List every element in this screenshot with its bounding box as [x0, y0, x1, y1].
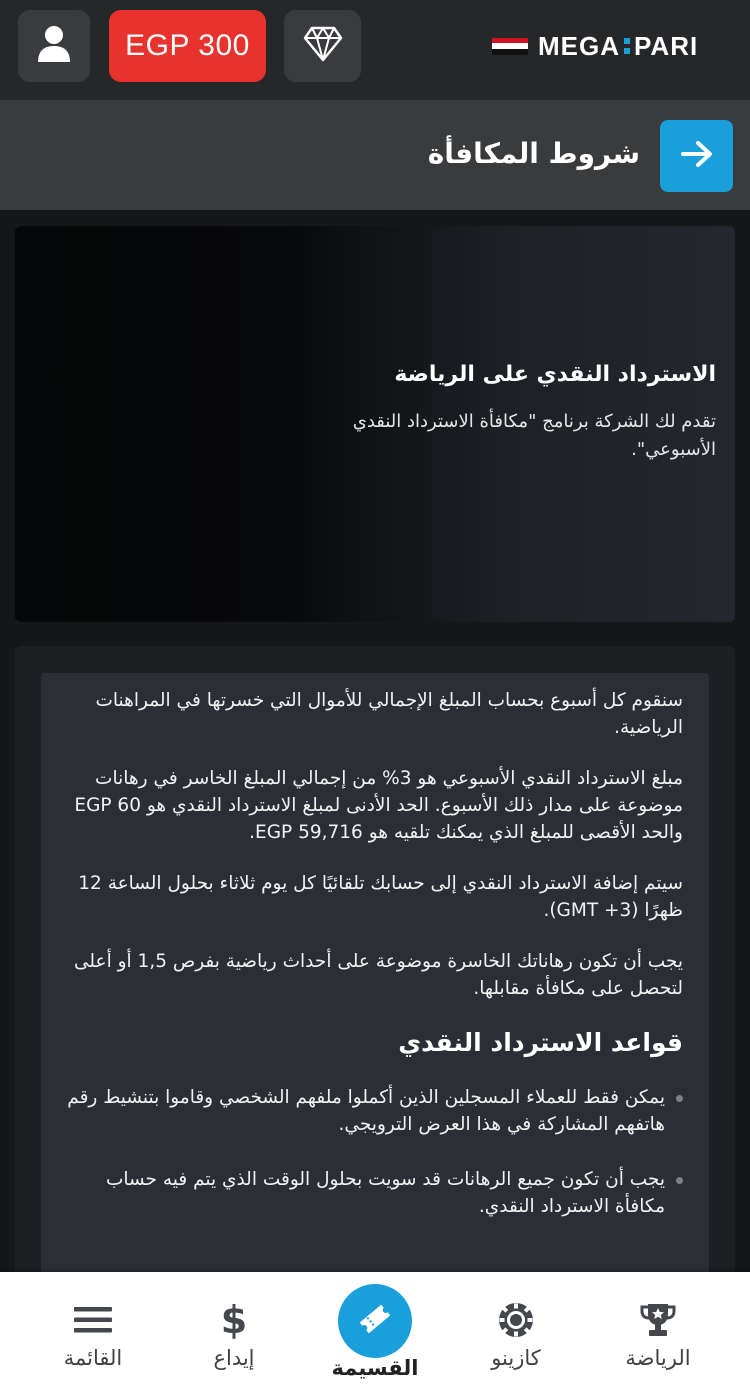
diamond-icon — [303, 26, 343, 66]
rules-heading: قواعد الاسترداد النقدي — [398, 1028, 683, 1057]
terms-paragraph: يجب أن تكون رهاناتك الخاسرة موضوعة على أحداث رياضية بفرص 1,5 أو أعلى لتحصل على مكافأة مقابلها. — [73, 951, 683, 999]
casino-chip-icon — [497, 1300, 535, 1340]
arrow-right-icon — [680, 140, 714, 172]
terms-paragraph: سنقوم كل أسبوع بحساب المبلغ الإجمالي للأموال التي خسرتها في المراهنات الرياضية. — [95, 690, 683, 738]
logo-separator — [624, 38, 630, 54]
ticket-icon — [355, 1299, 395, 1343]
terms-paragraph: مبلغ الاسترداد النقدي الأسبوعي هو 3% من إجمالي المبلغ الخاسر في رهانات موضوعة على مدار ذلك الأسبوع. الحد الأدنى لمبلغ الاسترداد النقدي هو EGP 60 والحد الأقصى للمبلغ الذي يمكنك تلقيه هو EGP 59,716. — [74, 768, 683, 843]
nav-item-menu[interactable] — [18, 1272, 168, 1397]
rule-item: يمكن فقط للعملاء المسجلين الذين أكملوا ملفهم الشخصي وقاموا بتنشيط رقم هاتفهم المشاركة في هذا العرض الترويجي. — [67, 1084, 683, 1138]
balance-amount: EGP 300 — [125, 29, 250, 62]
nav-label-deposit: إيداع — [213, 1346, 255, 1370]
logo-text-left: MEGA — [538, 30, 620, 61]
nav-item-betslip[interactable] — [338, 1284, 412, 1358]
user-icon — [37, 25, 71, 67]
banner-text: تقدم لك الشركة برنامج "مكافأة الاسترداد النقدي الأسبوعي". — [352, 411, 716, 460]
terms-content[interactable] — [41, 673, 709, 1293]
egypt-flag-icon — [492, 38, 528, 55]
megapari-logo[interactable] — [492, 30, 698, 62]
balance-button[interactable] — [109, 10, 266, 82]
nav-item-deposit[interactable] — [159, 1272, 309, 1397]
vip-button[interactable] — [284, 10, 361, 82]
page-title: شروط المكافأة — [427, 137, 640, 170]
nav-label-casino: كازينو — [491, 1346, 541, 1370]
menu-icon — [74, 1300, 112, 1340]
nav-label-sports: الرياضة — [625, 1346, 691, 1370]
rule-item: يجب أن تكون جميع الرهانات قد سويت بحلول الوقت الذي يتم فيه حساب مكافأة الاسترداد النقدي. — [67, 1166, 683, 1220]
nav-label-betslip: القسيمة — [331, 1356, 419, 1380]
banner-title: الاسترداد النقدي على الرياضة — [394, 362, 716, 387]
nav-item-sports[interactable] — [583, 1272, 733, 1397]
nav-item-casino[interactable] — [441, 1272, 591, 1397]
trophy-icon — [639, 1300, 677, 1340]
dollar-icon: $ — [220, 1298, 248, 1342]
nav-label-menu: القائمة — [63, 1346, 123, 1370]
user-profile-button[interactable] — [18, 10, 90, 82]
logo-wordmark — [538, 31, 698, 62]
terms-paragraph: سيتم إضافة الاسترداد النقدي إلى حسابك تلقائيًا كل يوم ثلاثاء بحلول الساعة 12 ظهرًا (GMT +3). — [78, 873, 683, 921]
back-button[interactable] — [660, 120, 733, 192]
logo-text-right: PARI — [634, 30, 699, 61]
